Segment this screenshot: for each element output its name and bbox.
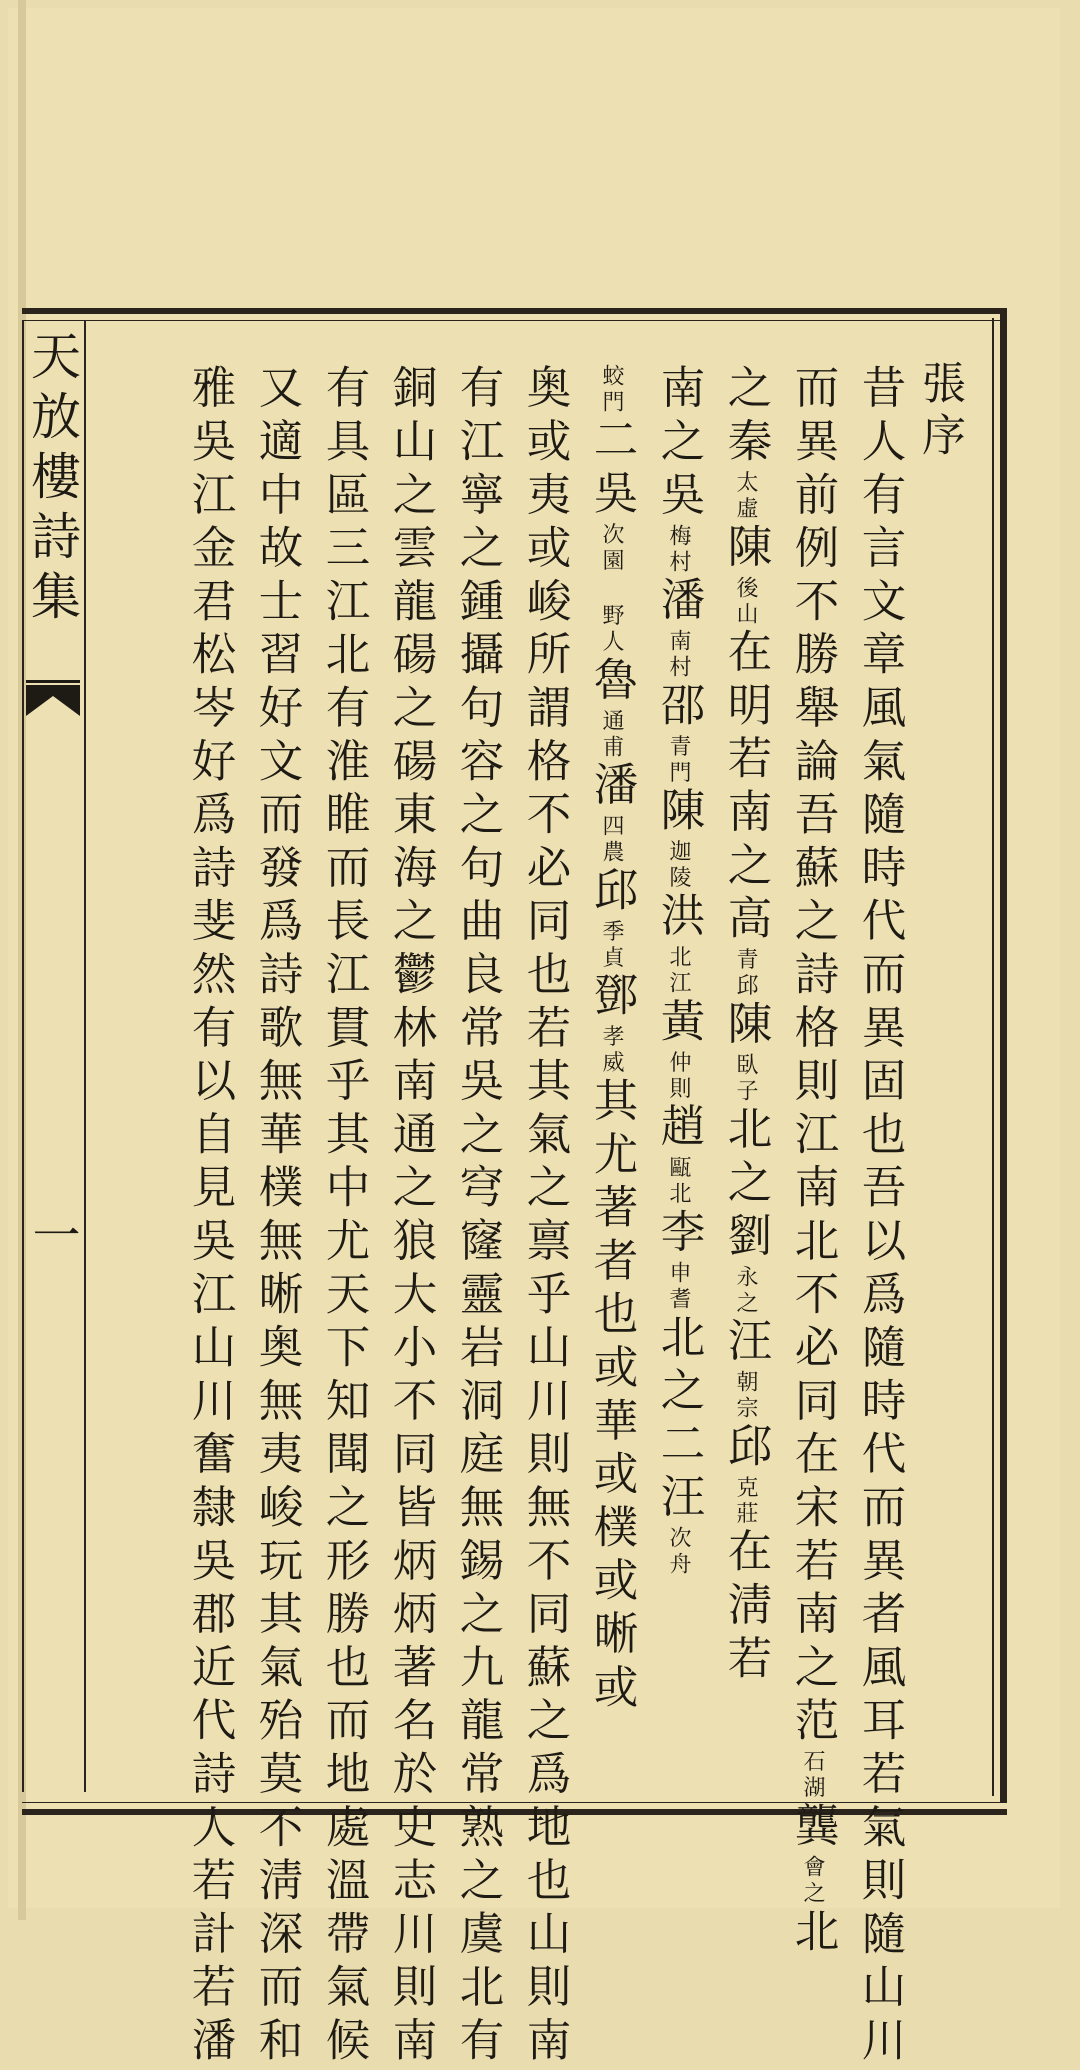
text-run: 陳 [720, 522, 771, 576]
interlinear-note: 孝威 [599, 1024, 624, 1077]
interlinear-note: 太虛 [733, 470, 758, 523]
interlinear-note: 青邱 [733, 947, 758, 1000]
interlinear-note: 梅村 [666, 523, 691, 576]
preface-text [92, 364, 980, 2070]
text-column [779, 364, 846, 1961]
preface-heading: 張序 [914, 360, 965, 464]
text-run: 鄧 [586, 971, 637, 1025]
page-number: 一 [24, 1210, 80, 1292]
interlinear-note: 蛟門 [599, 364, 624, 416]
interlinear-note: 南村 [666, 629, 691, 682]
text-column [176, 364, 243, 2070]
text-run: 銅山之雲龍碭之碭東海之鬱林南通之狼大小不同皆炳炳著名於史志川則南 [385, 364, 436, 2070]
book-title: 天放樓詩集 [23, 330, 81, 630]
interlinear-note: 迦陵 [666, 839, 691, 892]
text-run: 二吳 [586, 416, 637, 523]
text-run: 趙 [653, 1102, 704, 1156]
text-run: 龔 [787, 1801, 838, 1856]
interlinear-note: 會之 [800, 1855, 825, 1908]
text-column [712, 364, 779, 1764]
text-run: 李 [653, 1207, 704, 1262]
text-run: 昔人有言文章風氣隨時代而異固也吾以爲隨時代而異者風耳若氣則隨山川 [854, 364, 905, 2070]
text-column [444, 364, 511, 2070]
text-run: 北之劉 [720, 1105, 771, 1265]
text-run: 邱 [720, 1422, 771, 1476]
interlinear-note: 石湖 [800, 1749, 825, 1802]
text-run: 黃 [653, 997, 704, 1051]
text-column [645, 364, 712, 1764]
text-run: 洪 [653, 891, 704, 946]
interlinear-note: 朝宗 [733, 1370, 758, 1423]
text-run: 汪 [720, 1316, 771, 1371]
interlinear-note: 克莊 [733, 1475, 758, 1528]
text-run: 北 [787, 1907, 838, 1961]
interlinear-note: 後山 [733, 575, 758, 628]
interlinear-note: 通甫 [599, 708, 624, 761]
interlinear-note: 申耆 [666, 1261, 691, 1314]
text-run: 邱 [586, 866, 637, 920]
text-run: 有江寧之鍾攝句容之句曲良常吳之穹窿靈岩洞庭無錫之九龍常熟之虞北有 [452, 364, 503, 2070]
text-run: 雅吳江金君松岑好爲詩斐然有以自見吳江山川奮隸吳郡近代詩人若計若潘 [184, 364, 235, 2070]
text-run: 北之二汪 [653, 1313, 704, 1527]
text-run: 又適中故士習好文而發爲詩歌無華樸無晰奥無夷峻玩其氣殆莫不淸深而和 [251, 364, 302, 2070]
text-column [377, 364, 444, 2070]
text-run: 有具區三江北有淮睢而長江貫乎其中尤天下知聞之形勝也而地處溫帶氣候 [318, 364, 369, 2070]
frame-right-border [1000, 308, 1007, 1803]
interlinear-note: 四農 [599, 814, 624, 867]
text-run: 在明若南之高 [720, 627, 771, 948]
frame-right-inner-border [992, 318, 994, 1796]
interlinear-note: 青門 [666, 734, 691, 787]
interlinear-note: 甌北 [666, 1155, 691, 1208]
text-run: 南之吳 [653, 364, 704, 524]
text-run: 陳 [720, 999, 771, 1054]
text-column [243, 364, 310, 2070]
text-column [310, 364, 377, 2070]
text-run: 其尤著者也或華或樸或晰或 [586, 1076, 637, 1717]
interlinear-note: 次舟 [666, 1526, 691, 1579]
interlinear-note: 永之 [733, 1264, 758, 1317]
text-run: 陳 [653, 786, 704, 840]
interlinear-note: 次園 野人 [599, 522, 624, 656]
text-run: 而異前例不勝舉論吾蘇之詩格則江南北不必同在宋若南之范 [787, 364, 838, 1750]
text-run: 邵 [653, 681, 704, 735]
text-run: 魯 [586, 655, 637, 709]
text-run: 之秦 [720, 364, 771, 471]
interlinear-note: 北江 [666, 945, 691, 998]
text-run: 奥或夷或峻所謂格不必同也若其氣之禀乎山川則無不同蘇之爲地也山則南 [519, 364, 570, 2070]
text-column [578, 364, 645, 1764]
interlinear-note: 臥子 [733, 1053, 758, 1106]
fishtail-mark [26, 680, 80, 716]
text-run: 在淸若 [720, 1527, 771, 1688]
text-column [511, 364, 578, 2070]
interlinear-note: 季貞 [599, 919, 624, 972]
text-run: 潘 [586, 760, 637, 815]
text-run: 潘 [653, 575, 704, 630]
text-column [846, 364, 913, 2070]
interlinear-note: 仲則 [666, 1050, 691, 1103]
